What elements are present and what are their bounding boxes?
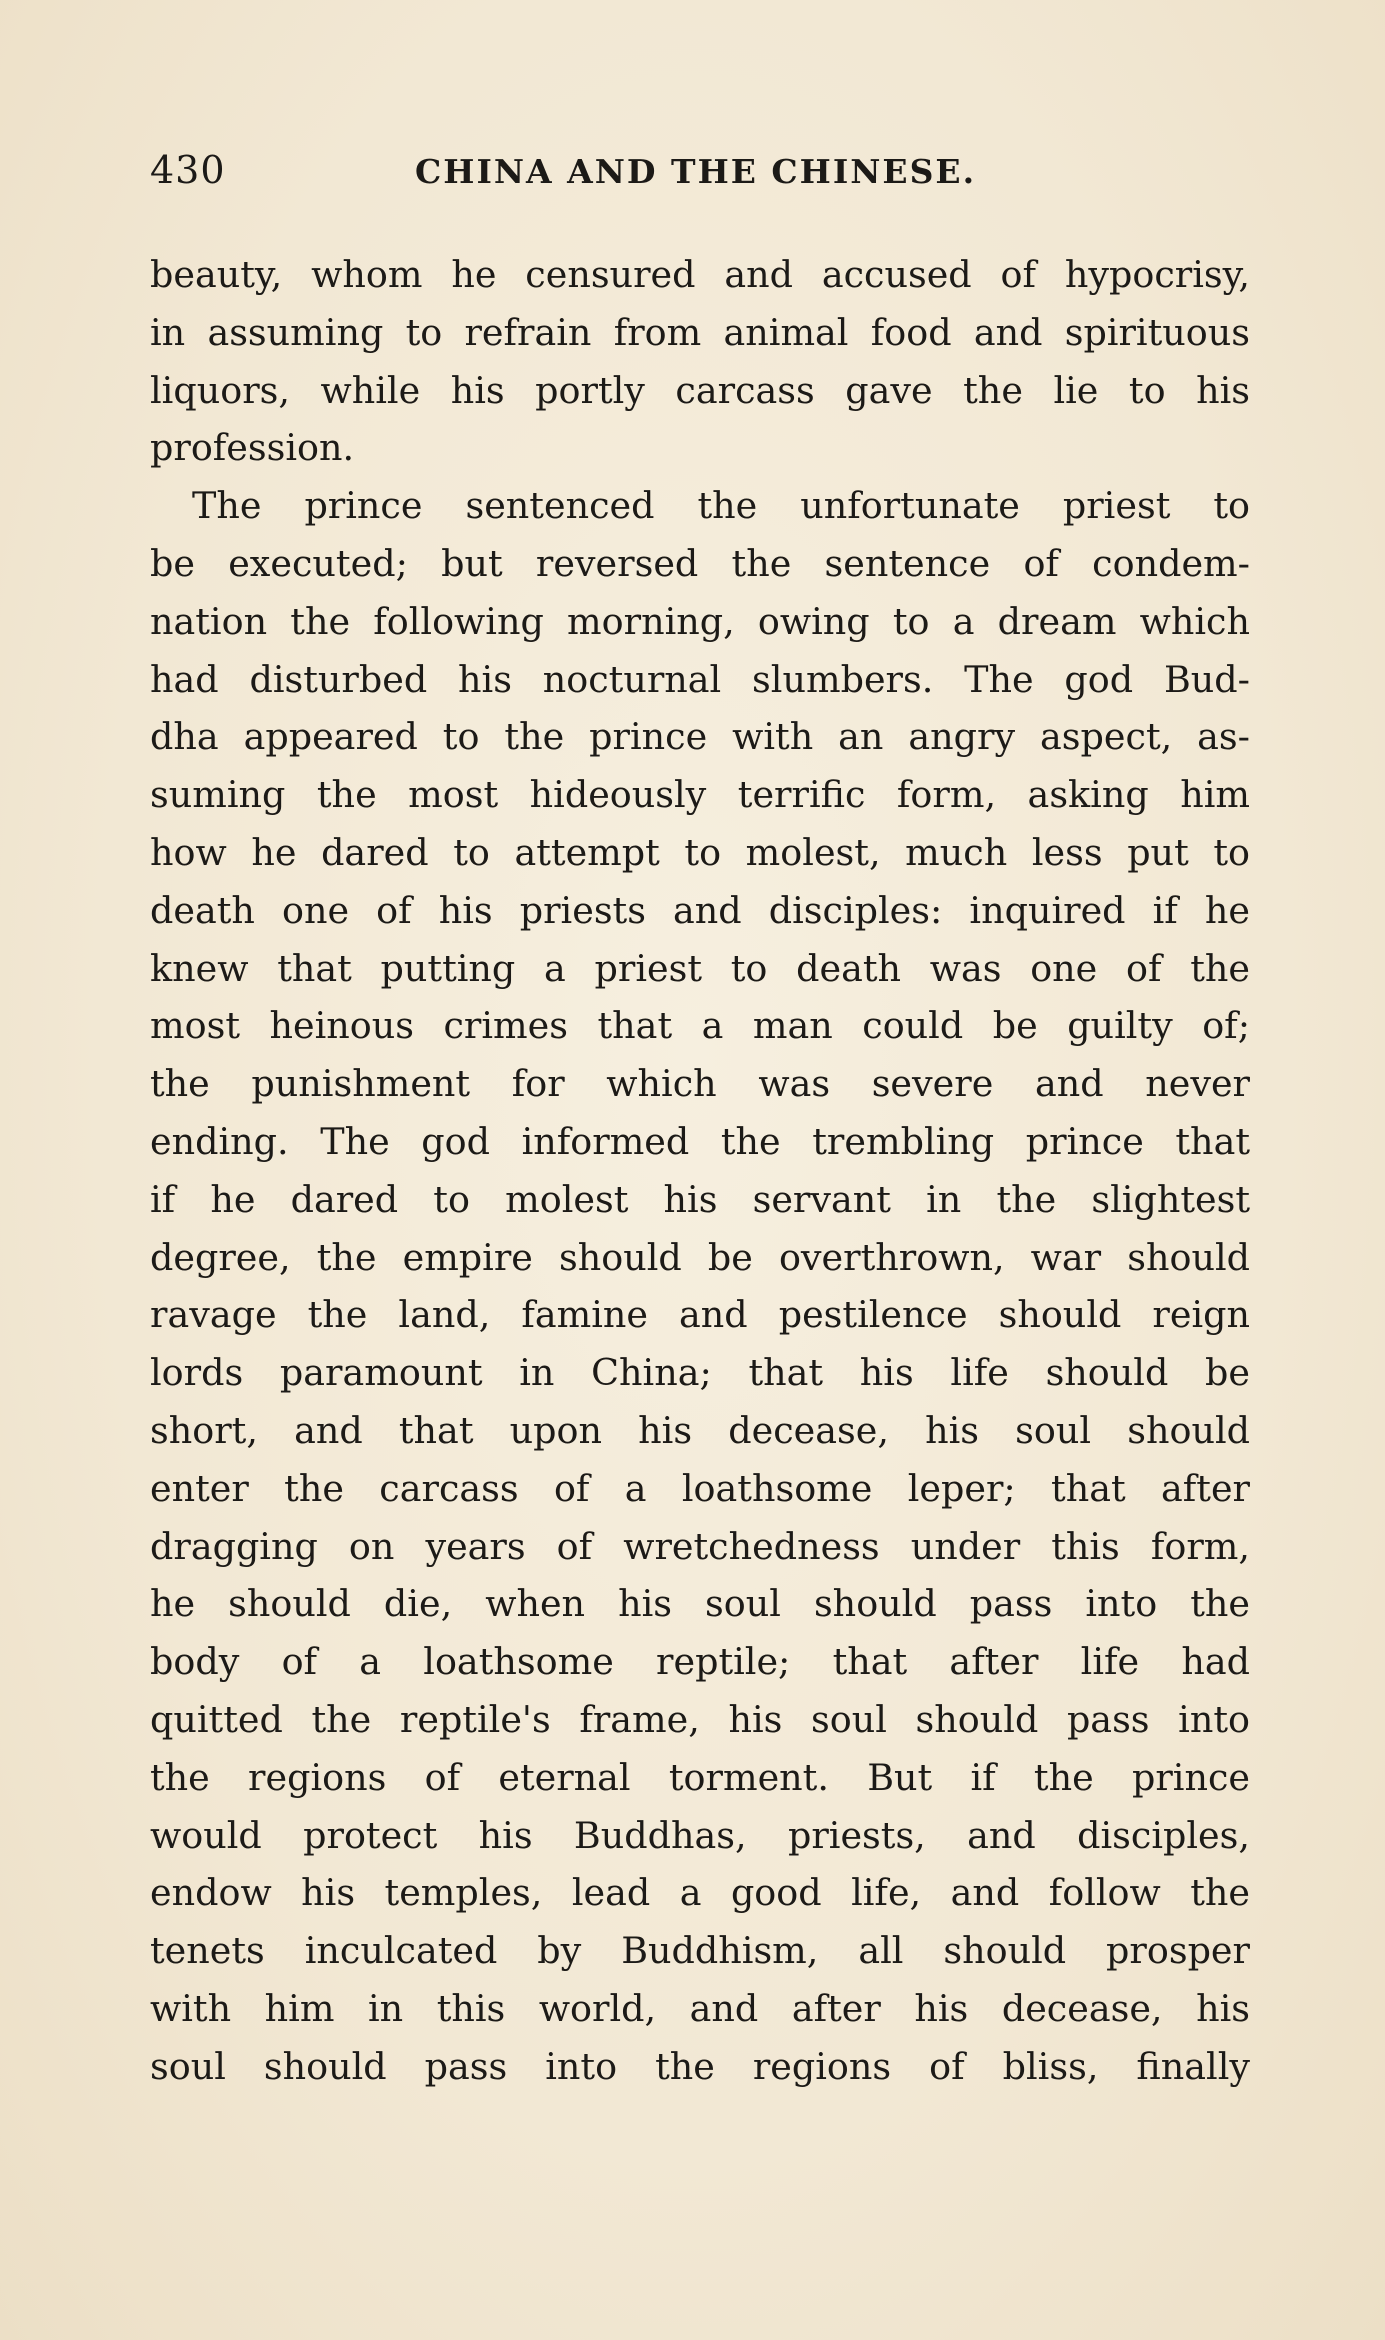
text-line: dragging on years of wretchedness under this form, <box>150 1524 1250 1568</box>
text-line: enter the carcass of a loathsome leper; that after <box>150 1466 1250 1510</box>
text-line: suming the most hideously terrific form, asking him <box>150 773 1250 817</box>
text-line: dha appeared to the prince with an angry aspect, as- <box>150 715 1250 759</box>
text-line: liquors, while his portly carcass gave the lie to his <box>150 368 1250 412</box>
running-title: CHINA AND THE CHINESE. <box>415 152 977 191</box>
text-line: the punishment for which was severe and never <box>150 1062 1250 1106</box>
text-line: ravage the land, famine and pestilence should reign <box>150 1293 1250 1337</box>
text-line: be executed; but reversed the sentence of condem- <box>150 541 1250 585</box>
page-header <box>150 148 1250 208</box>
text-line: most heinous crimes that a man could be guilty of; <box>150 1004 1250 1048</box>
text-line: short, and that upon his decease, his soul should <box>150 1408 1250 1452</box>
text-line: degree, the empire should be overthrown, war should <box>150 1235 1250 1279</box>
text-line: quitted the reptile's frame, his soul should pass into <box>150 1697 1250 1741</box>
text-line: in assuming to refrain from animal food and spirituous <box>150 310 1250 354</box>
text-line: body of a loathsome reptile; that after life had <box>150 1640 1250 1684</box>
text-line: had disturbed his nocturnal slumbers. The god Bud- <box>150 657 1250 701</box>
text-line: tenets inculcated by Buddhism, all should prosper <box>150 1929 1250 1973</box>
page-number: 430 <box>150 148 226 192</box>
text-line: ending. The god informed the trembling prince that <box>150 1119 1250 1163</box>
text-line: profession. <box>150 426 355 470</box>
text-line: how he dared to attempt to molest, much less put to <box>150 830 1250 874</box>
text-line: with him in this world, and after his decease, his <box>150 1986 1250 2030</box>
body-text <box>150 246 1250 2096</box>
text-line: The prince sentenced the unfortunate priest to <box>192 484 1250 528</box>
text-line: endow his temples, lead a good life, and follow the <box>150 1871 1250 1915</box>
text-line: he should die, when his soul should pass into the <box>150 1582 1250 1626</box>
text-line: death one of his priests and disciples: inquired if he <box>150 888 1250 932</box>
text-line: beauty, whom he censured and accused of hypocrisy, <box>150 253 1250 296</box>
text-line: the regions of eternal torment. But if the prince <box>150 1755 1250 1799</box>
text-line: lords paramount in China; that his life should be <box>150 1351 1250 1395</box>
text-line: if he dared to molest his servant in the slightest <box>150 1177 1250 1221</box>
text-line: would protect his Buddhas, priests, and disciples, <box>150 1813 1250 1857</box>
text-line: nation the following morning, owing to a dream which <box>150 599 1250 643</box>
text-line: knew that putting a priest to death was one of the <box>150 946 1250 990</box>
text-line: soul should pass into the regions of bliss, finally <box>150 2044 1250 2088</box>
